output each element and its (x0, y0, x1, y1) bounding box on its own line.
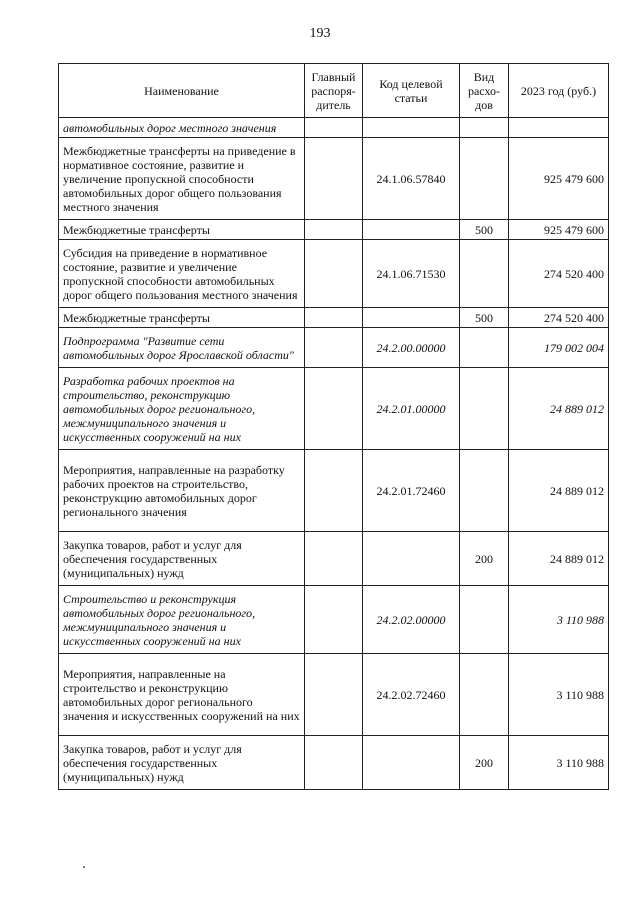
cell-amount: 3 110 988 (509, 586, 609, 654)
cell-manager (305, 654, 363, 736)
cell-manager (305, 328, 363, 368)
table-row (59, 586, 609, 654)
page-number: 193 (309, 26, 331, 41)
cell-manager (305, 736, 363, 790)
cell-manager (305, 220, 363, 240)
table-row (59, 654, 609, 736)
cell-code: 24.1.06.71530 (363, 240, 460, 308)
cell-amount: 3 110 988 (509, 654, 609, 736)
cell-name: Подпрограмма "Развитие сети автомобильных дорог Ярославской области" (59, 328, 305, 368)
header-amount: 2023 год (руб.) (509, 64, 609, 118)
scan-speck (83, 866, 85, 868)
cell-name: Субсидия на приведение в нормативное состояние, развитие и увеличение пропускной способности автомобильных дорог общего пользования местного значения (59, 240, 305, 308)
table-row (59, 118, 609, 138)
cell-code: 24.2.01.72460 (363, 450, 460, 532)
cell-name: Разработка рабочих проектов на строительство, реконструкцию автомобильных дорог регионального, межмуниципального значения и искусственных сооружений на них (59, 368, 305, 450)
cell-code: 24.2.02.00000 (363, 586, 460, 654)
table-row (59, 368, 609, 450)
cell-kind (460, 138, 509, 220)
header-name: Наименование (59, 64, 305, 118)
cell-code: 24.1.06.57840 (363, 138, 460, 220)
cell-manager (305, 118, 363, 138)
table-row (59, 138, 609, 220)
cell-kind (460, 368, 509, 450)
header-kind: Вид расхо-дов (460, 64, 509, 118)
cell-name: Мероприятия, направленные на разработку рабочих проектов на строительство, реконструкцию автомобильных дорог регионального значения (59, 450, 305, 532)
cell-kind: 500 (460, 308, 509, 328)
cell-code: 24.2.02.72460 (363, 654, 460, 736)
cell-name: Мероприятия, направленные на строительство и реконструкцию автомобильных дорог регионального значения и искусственных сооружений на них (59, 654, 305, 736)
cell-amount: 925 479 600 (509, 220, 609, 240)
cell-manager (305, 138, 363, 220)
cell-amount: 925 479 600 (509, 138, 609, 220)
cell-manager (305, 450, 363, 532)
cell-code (363, 308, 460, 328)
cell-manager (305, 240, 363, 308)
cell-code (363, 118, 460, 138)
table-body (59, 118, 609, 790)
cell-kind (460, 240, 509, 308)
cell-kind (460, 450, 509, 532)
cell-kind (460, 328, 509, 368)
cell-name: Закупка товаров, работ и услуг для обеспечения государственных (муниципальных) нужд (59, 736, 305, 790)
table-row (59, 450, 609, 532)
cell-amount: 24 889 012 (509, 368, 609, 450)
cell-code (363, 532, 460, 586)
cell-name: Межбюджетные трансферты (59, 308, 305, 328)
cell-kind (460, 654, 509, 736)
cell-manager (305, 532, 363, 586)
cell-manager (305, 586, 363, 654)
cell-amount: 274 520 400 (509, 308, 609, 328)
cell-code (363, 736, 460, 790)
cell-kind: 200 (460, 736, 509, 790)
cell-amount: 274 520 400 (509, 240, 609, 308)
cell-name: автомобильных дорог местного значения (59, 118, 305, 138)
cell-kind (460, 586, 509, 654)
cell-name: Межбюджетные трансферты (59, 220, 305, 240)
cell-manager (305, 308, 363, 328)
table-row (59, 308, 609, 328)
cell-manager (305, 368, 363, 450)
table-row (59, 532, 609, 586)
table-row (59, 736, 609, 790)
cell-amount: 179 002 004 (509, 328, 609, 368)
cell-code: 24.2.00.00000 (363, 328, 460, 368)
cell-amount (509, 118, 609, 138)
table-header-row (59, 64, 609, 118)
table-row (59, 220, 609, 240)
cell-name: Закупка товаров, работ и услуг для обеспечения государственных (муниципальных) нужд (59, 532, 305, 586)
header-manager: Главный распоря-дитель (305, 64, 363, 118)
cell-kind: 200 (460, 532, 509, 586)
table-row (59, 240, 609, 308)
cell-kind: 500 (460, 220, 509, 240)
table-row (59, 328, 609, 368)
budget-table (58, 63, 609, 790)
cell-kind (460, 118, 509, 138)
cell-code (363, 220, 460, 240)
header-code: Код целевой статьи (363, 64, 460, 118)
cell-amount: 3 110 988 (509, 736, 609, 790)
cell-amount: 24 889 012 (509, 532, 609, 586)
cell-name: Межбюджетные трансферты на приведение в нормативное состояние, развитие и увеличение пропускной способности автомобильных дорог общего пользования местного значения (59, 138, 305, 220)
cell-amount: 24 889 012 (509, 450, 609, 532)
cell-code: 24.2.01.00000 (363, 368, 460, 450)
cell-name: Строительство и реконструкция автомобильных дорог регионального, межмуниципального значения и искусственных сооружений на них (59, 586, 305, 654)
